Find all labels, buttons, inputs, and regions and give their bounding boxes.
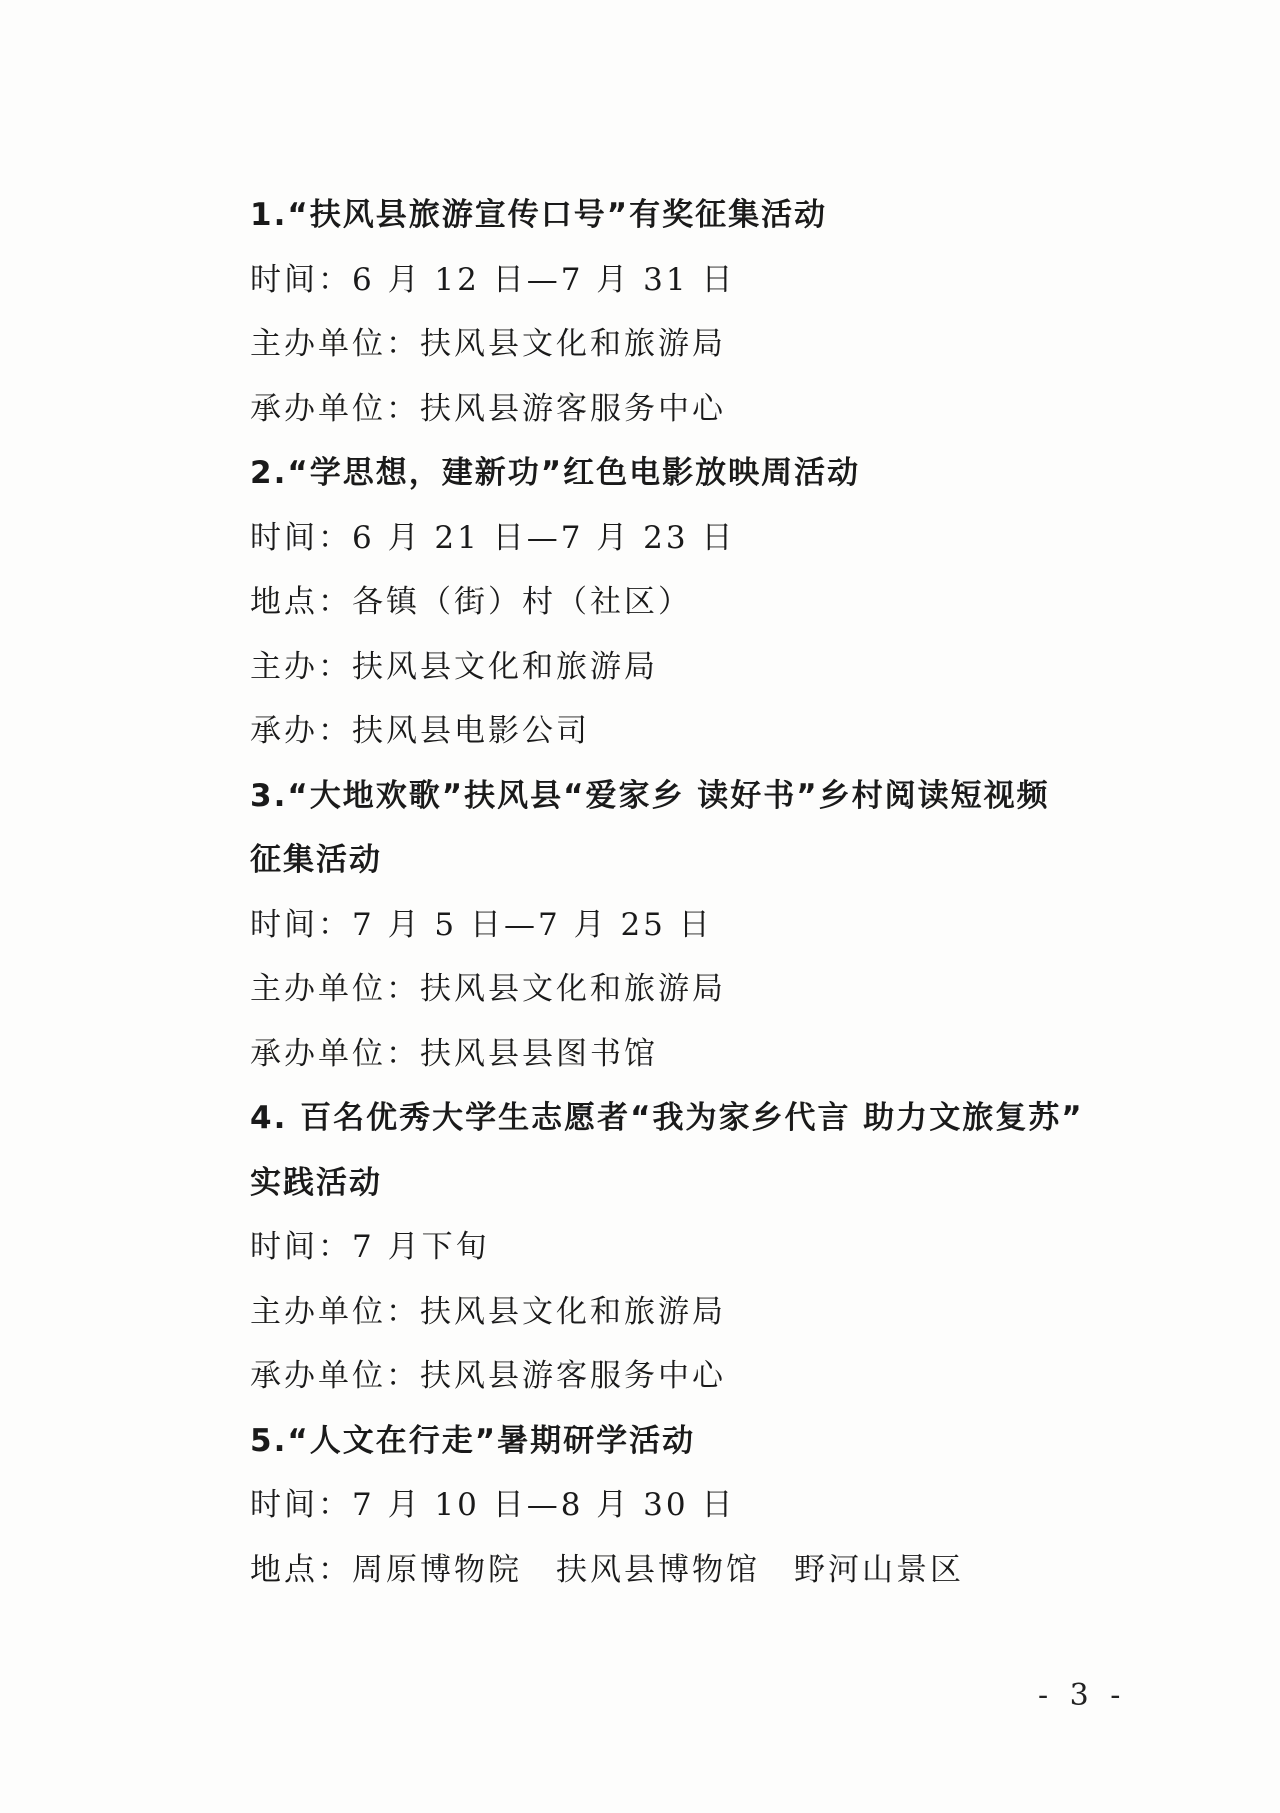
section-time: 时间：7 月下旬 — [250, 1229, 490, 1265]
section-heading: 5.“人文在行走”暑期研学活动 — [250, 1422, 696, 1459]
section-undertaker: 承办单位：扶风县游客服务中心 — [250, 1358, 726, 1394]
section-time: 时间：7 月 10 日—8 月 30 日 — [250, 1487, 736, 1523]
section-2 — [250, 441, 1130, 764]
section-time: 时间：7 月 5 日—7 月 25 日 — [250, 906, 713, 943]
section-time: 时间：6 月 21 日—7 月 23 日 — [250, 519, 736, 556]
section-organizer: 主办：扶风县文化和旅游局 — [250, 648, 658, 685]
section-organizer: 主办单位：扶风县文化和旅游局 — [250, 1293, 726, 1330]
section-heading-continued: 实践活动 — [250, 1164, 382, 1201]
section-undertaker: 承办单位：扶风县县图书馆 — [250, 1035, 658, 1072]
section-4 — [250, 1086, 1130, 1409]
section-organizer: 主办单位：扶风县文化和旅游局 — [250, 971, 726, 1007]
section-heading: 3.“大地欢歌”扶风县“爱家乡 读好书”乡村阅读短视频 — [250, 777, 1050, 814]
section-heading: 1.“扶风县旅游宣传口号”有奖征集活动 — [250, 197, 828, 233]
page-number: - 3 - — [1038, 1678, 1127, 1713]
section-undertaker: 承办单位：扶风县游客服务中心 — [250, 390, 726, 427]
section-heading-continued: 征集活动 — [250, 842, 382, 878]
document-body — [250, 183, 1130, 1602]
section-heading: 4. 百名优秀大学生志愿者“我为家乡代言 助力文旅复苏” — [250, 1100, 1084, 1136]
section-time: 时间：6 月 12 日—7 月 31 日 — [250, 261, 736, 298]
section-organizer: 主办单位：扶风县文化和旅游局 — [250, 326, 726, 362]
section-undertaker: 承办：扶风县电影公司 — [250, 713, 590, 749]
section-3 — [250, 764, 1130, 1087]
section-heading: 2.“学思想，建新功”红色电影放映周活动 — [250, 455, 861, 491]
section-1 — [250, 183, 1130, 441]
section-location: 地点：周原博物院 扶风县博物馆 野河山景区 — [250, 1551, 964, 1588]
section-location: 地点：各镇（街）村（社区） — [250, 584, 692, 620]
section-5 — [250, 1409, 1130, 1603]
